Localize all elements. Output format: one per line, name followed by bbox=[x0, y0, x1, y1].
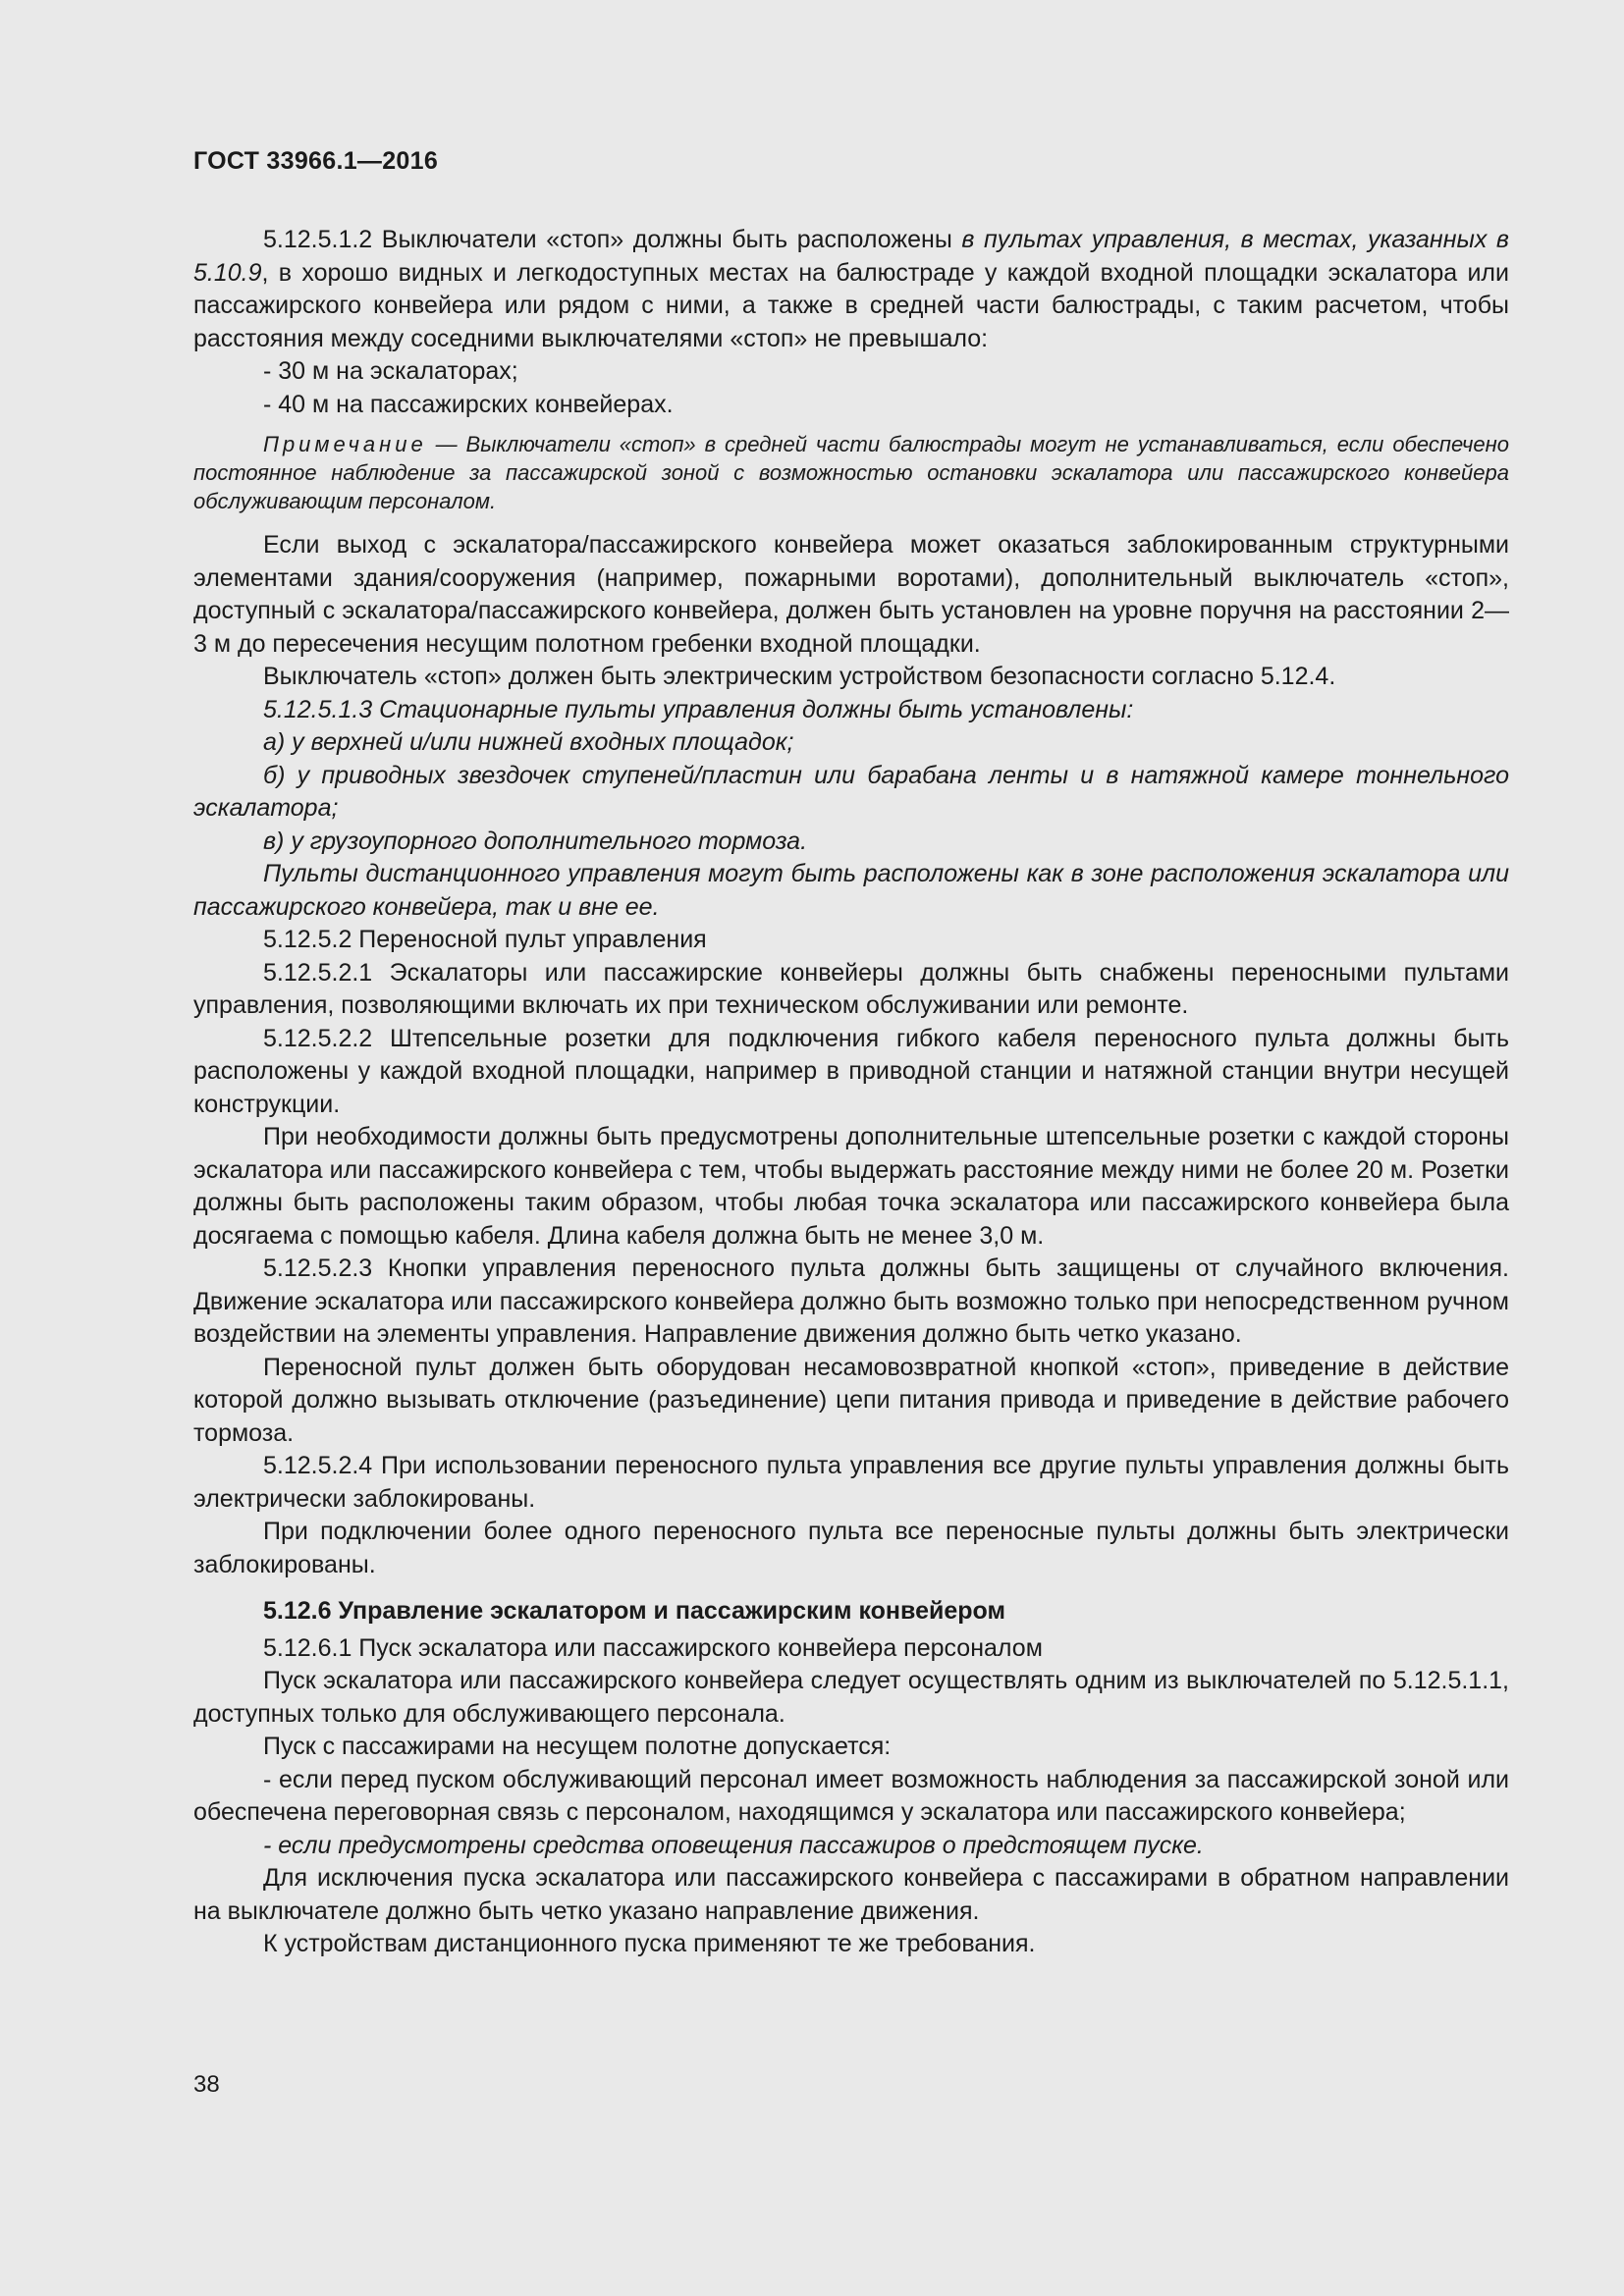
paragraph: Переносной пульт должен быть оборудован несамовозвратной кнопкой «стоп», приведение в действие которой должно вызывать отключение (разъединение) цепи питания привода и приведение в действие рабочего тормоза. bbox=[193, 1353, 1509, 1447]
page-number: 38 bbox=[193, 2071, 220, 2098]
list-item: б) у приводных звездочек ступеней/пластин или барабана ленты и в натяжной камере тоннельного эскалатора; bbox=[193, 761, 1509, 822]
paragraph-5-12-5-2-4: 5.12.5.2.4 При использовании переносного пульта управления все другие пульты управления должны быть электрически заблокированы. bbox=[193, 1452, 1509, 1513]
paragraph-5-12-5-2-3: 5.12.5.2.3 Кнопки управления переносного пульта должны быть защищены от случайного включения. Движение эскалатора или пассажирского конвейера должно быть возможно только при непосредственном ручном воздействии на элементы управления. Направление движения должно быть четко указано. bbox=[193, 1255, 1509, 1348]
paragraph: При подключении более одного переносного пульта все переносные пульты должны быть электрически заблокированы. bbox=[193, 1518, 1509, 1578]
italic-reference: в пультах управления, в местах, указанных в 5.10.9 bbox=[193, 226, 1509, 287]
document-body bbox=[193, 224, 1509, 1961]
paragraph: При необходимости должны быть предусмотрены дополнительные штепсельные розетки с каждой стороны эскалатора или пассажирского конвейера с тем, чтобы выдержать расстояние между ними не более 20 м. Розетки должны быть расположены таким образом, чтобы любая точка эскалатора или пассажирского конвейера была досягаема с помощью кабеля. Длина кабеля должна быть не менее 3,0 м. bbox=[193, 1123, 1509, 1250]
note-label: Примечание bbox=[263, 432, 427, 456]
paragraph-5-12-5-1-3: 5.12.5.1.3 Стационарные пульты управления должны быть установлены: bbox=[263, 695, 1134, 723]
list-item: - если перед пуском обслуживающий персонал имеет возможность наблюдения за пассажирской зоной или обеспечена переговорная связь с персоналом, находящимся у эскалатора или пассажирского конвейера; bbox=[193, 1765, 1509, 1826]
list-item: - 40 м на пассажирских конвейерах. bbox=[263, 390, 674, 418]
document-header: ГОСТ 33966.1—2016 bbox=[193, 147, 439, 175]
paragraph-5-12-5-2-2: 5.12.5.2.2 Штепсельные розетки для подключения гибкого кабеля переносного пульта должны быть расположены у каждой входной площадки, например в приводной станции и натяжной станции внутри несущей конструкции. bbox=[193, 1024, 1509, 1118]
list-item: - 30 м на эскалаторах; bbox=[263, 357, 518, 385]
paragraph-text: 5.12.5.1.2 Выключатели «стоп» должны быть расположены bbox=[263, 226, 962, 253]
list-item: в) у грузоупорного дополнительного тормоза. bbox=[263, 827, 808, 855]
paragraph-5-12-5-1-2 bbox=[193, 224, 1509, 355]
paragraph: Если выход с эскалатора/пассажирского конвейера может оказаться заблокированным структурными элементами здания/сооружения (например, пожарными воротами), дополнительный выключатель «стоп», доступный с эскалатора/пассажирского конвейера, должен быть установлен на уровне поручня на расстоянии 2—3 м до пересечения несущим полотном гребенки входной площадки. bbox=[193, 531, 1509, 658]
list-item: - если предусмотрены средства оповещения пассажиров о предстоящем пуске. bbox=[263, 1831, 1204, 1859]
note-text: — Выключатели «стоп» в средней части балюстрады могут не устанавливаться, если обеспечено постоянное наблюдение за пассажирской зоной с возможностью остановки эскалатора или пассажирского конвейера обслуживающим персоналом. bbox=[193, 432, 1509, 513]
paragraph-5-12-5-2-1: 5.12.5.2.1 Эскалаторы или пассажирские конвейеры должны быть снабжены переносными пультами управления, позволяющими включать их при техническом обслуживании или ремонте. bbox=[193, 958, 1509, 1019]
list-item: а) у верхней и/или нижней входных площадок; bbox=[263, 728, 794, 756]
paragraph: Пульты дистанционного управления могут быть расположены как в зоне расположения эскалатора или пассажирского конвейера, так и вне ее. bbox=[193, 860, 1509, 921]
paragraph: Для исключения пуска эскалатора или пассажирского конвейера с пассажирами в обратном направлении на выключателе должно быть четко указано направление движения. bbox=[193, 1864, 1509, 1925]
paragraph: Пуск с пассажирами на несущем полотне допускается: bbox=[263, 1733, 892, 1760]
paragraph: К устройствам дистанционного пуска применяют те же требования. bbox=[263, 1930, 1036, 1957]
paragraph: Пуск эскалатора или пассажирского конвейера следует осуществлять одним из выключателей по 5.12.5.1.1, доступных только для обслуживающего персонала. bbox=[193, 1667, 1509, 1728]
note bbox=[193, 430, 1509, 515]
paragraph-5-12-6-1: 5.12.6.1 Пуск эскалатора или пассажирского конвейера персоналом bbox=[263, 1633, 1043, 1662]
paragraph-5-12-5-2: 5.12.5.2 Переносной пульт управления bbox=[263, 926, 707, 953]
paragraph: Выключатель «стоп» должен быть электрическим устройством безопасности согласно 5.12.4. bbox=[263, 663, 1336, 690]
section-heading-5-12-6: 5.12.6 Управление эскалатором и пассажирским конвейером bbox=[263, 1597, 1005, 1625]
paragraph-text: , в хорошо видных и легкодоступных местах на балюстраде у каждой входной площадки эскалатора или пассажирского конвейера или рядом с ними, а также в средней части балюстрады, с таким расчетом, чтобы расстояния между соседними выключателями «стоп» не превышало: bbox=[193, 258, 1509, 352]
